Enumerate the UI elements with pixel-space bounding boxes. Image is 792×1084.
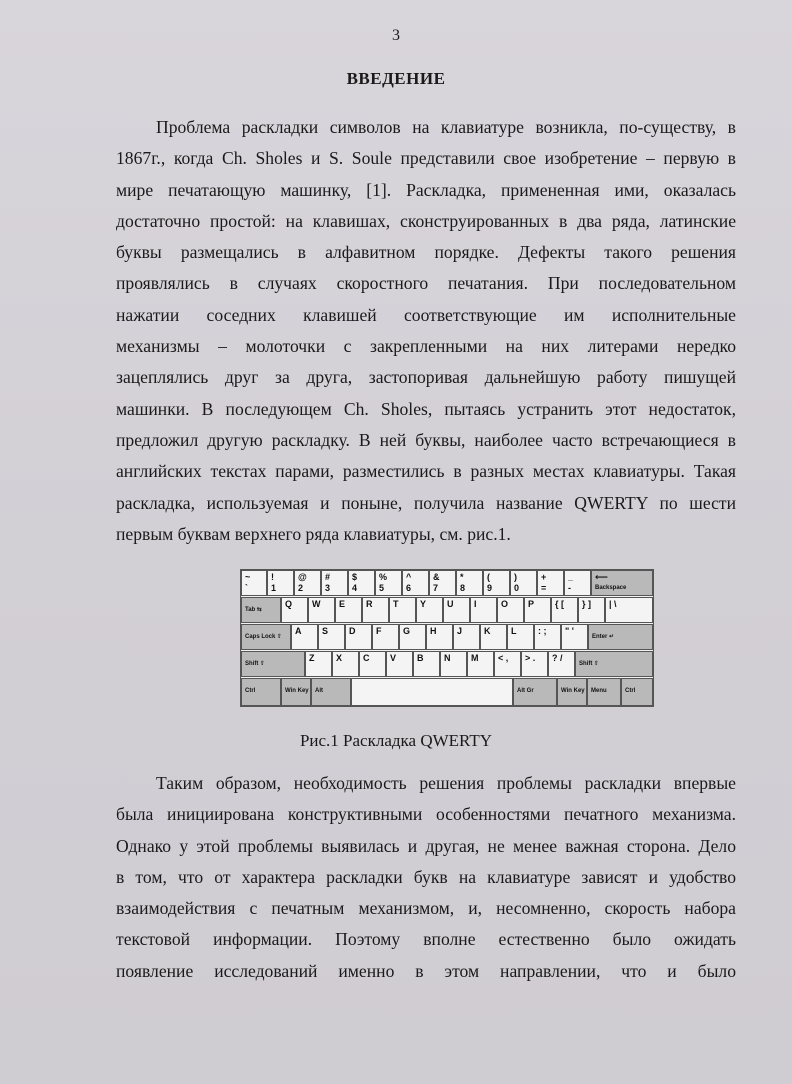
key: N <box>440 651 467 677</box>
key: { [ <box>551 597 578 623</box>
key: U <box>443 597 470 623</box>
text-line: первым буквам верхнего ряда клавиатуры, см. рис.1. <box>116 523 511 544</box>
key: O <box>497 597 524 623</box>
key: R <box>362 597 389 623</box>
key: F <box>372 624 399 650</box>
key: $ 4 <box>348 570 375 596</box>
key: G <box>399 624 426 650</box>
text-line: зацеплялись друг за друга, застопоривая дальнейшую работу пишущей <box>116 367 736 388</box>
key: ^ 6 <box>402 570 429 596</box>
key: _ - <box>564 570 591 596</box>
key: ( 9 <box>483 570 510 596</box>
paragraph-intro <box>116 112 736 550</box>
qwerty-keyboard-figure <box>240 569 654 707</box>
key: @ 2 <box>294 570 321 596</box>
text-line: предложил другую раскладку. В ней буквы, наиболее часто встречающиеся в <box>116 429 736 450</box>
keyboard-row-5 <box>241 678 653 705</box>
keyboard-row-4 <box>241 651 653 678</box>
key-ctrl-left: Ctrl <box>241 678 281 706</box>
text-line: буквы размещались в алфавитном порядке. Дефекты такого решения <box>116 242 736 263</box>
text-line: мире печатающую машинку, [1]. Раскладка, примененная ими, оказалась <box>116 179 736 200</box>
key: S <box>318 624 345 650</box>
text-line: раскладка, используемая и поныне, получила название QWERTY по шести <box>116 492 736 513</box>
key-backspace: ⟵ Backspace <box>591 570 653 596</box>
key: ) 0 <box>510 570 537 596</box>
key: Y <box>416 597 443 623</box>
text-line: достаточно простой: на клавишах, сконструированных в два ряда, латинские <box>116 210 736 231</box>
key-win-left: Win Key <box>281 678 311 706</box>
text-line: Однако у этой проблемы выявилась и другая, не менее важная сторона. Дело <box>116 835 736 856</box>
key-caps-lock: Caps Lock ⇧ <box>241 624 291 650</box>
text-line: проявлялись в случаях скоростного печатания. При последовательном <box>116 273 736 294</box>
key: D <box>345 624 372 650</box>
key: E <box>335 597 362 623</box>
key-menu: Menu <box>587 678 621 706</box>
text-line: 1867г., когда Ch. Sholes и S. Soule представили свое изобретение – первую в <box>116 148 736 169</box>
key: | \ <box>605 597 653 623</box>
keyboard-row-1 <box>241 570 653 597</box>
key: C <box>359 651 386 677</box>
text-line: нажатии соседних клавишей соответствующие им исполнительные <box>116 304 736 325</box>
key: * 8 <box>456 570 483 596</box>
key: Z <box>305 651 332 677</box>
key-shift-left: Shift ⇧ <box>241 651 305 677</box>
key: ? / <box>548 651 575 677</box>
text-line: механизмы – молоточки с закрепленными на них литерами нередко <box>116 336 736 357</box>
key: Q <box>281 597 308 623</box>
key: T <box>389 597 416 623</box>
key: % 5 <box>375 570 402 596</box>
key: ! 1 <box>267 570 294 596</box>
key: K <box>480 624 507 650</box>
paragraph-conclusion <box>116 768 736 987</box>
key: + = <box>537 570 564 596</box>
key: J <box>453 624 480 650</box>
key: # 3 <box>321 570 348 596</box>
text-line: в том, что от характера раскладки букв на клавиатуре зависят и удобство <box>116 866 736 887</box>
key: } ] <box>578 597 605 623</box>
figure-caption: Рис.1 Раскладка QWERTY <box>299 731 493 750</box>
key-ctrl-right: Ctrl <box>621 678 653 706</box>
key-alt: Alt <box>311 678 351 706</box>
text-line: машинки. В последующем Ch. Sholes, пытаясь устранить этот недостаток, <box>116 398 736 419</box>
key: : ; <box>534 624 561 650</box>
key-win-right: Win Key <box>557 678 587 706</box>
key: H <box>426 624 453 650</box>
key-enter: Enter ↵ <box>588 624 653 650</box>
key: > . <box>521 651 548 677</box>
key: W <box>308 597 335 623</box>
section-heading: ВВЕДЕНИЕ <box>346 69 446 88</box>
key-alt-gr: Alt Gr <box>513 678 557 706</box>
key: X <box>332 651 359 677</box>
text-line: текстовой информации. Поэтому вполне естественно было ожидать <box>116 929 736 950</box>
key-space <box>351 678 513 706</box>
text-line: Проблема раскладки символов на клавиатуре возникла, по-существу, в <box>156 117 736 137</box>
key: & 7 <box>429 570 456 596</box>
key: I <box>470 597 497 623</box>
text-line: английских текстах парами, разместились в разных местах клавиатуры. Такая <box>116 461 736 482</box>
key: < , <box>494 651 521 677</box>
keyboard-row-3 <box>241 624 653 651</box>
page-number: 3 <box>392 27 400 44</box>
text-line: Таким образом, необходимость решения проблемы раскладки впервые <box>156 773 736 793</box>
key-shift-right: Shift ⇧ <box>575 651 653 677</box>
text-line: была инициирована конструктивными особенностями печатного механизма. <box>116 804 736 825</box>
text-line: появление исследований именно в этом направлении, что и было <box>116 960 736 981</box>
text-line: взаимодействия с печатным механизмом, и, несомненно, скорость набора <box>116 898 736 919</box>
key: L <box>507 624 534 650</box>
key: ~ ` <box>241 570 267 596</box>
keyboard-row-2 <box>241 597 653 624</box>
key: B <box>413 651 440 677</box>
key: A <box>291 624 318 650</box>
key: V <box>386 651 413 677</box>
key: P <box>524 597 551 623</box>
key: " ' <box>561 624 588 650</box>
key-tab: Tab ⇆ <box>241 597 281 623</box>
key: M <box>467 651 494 677</box>
